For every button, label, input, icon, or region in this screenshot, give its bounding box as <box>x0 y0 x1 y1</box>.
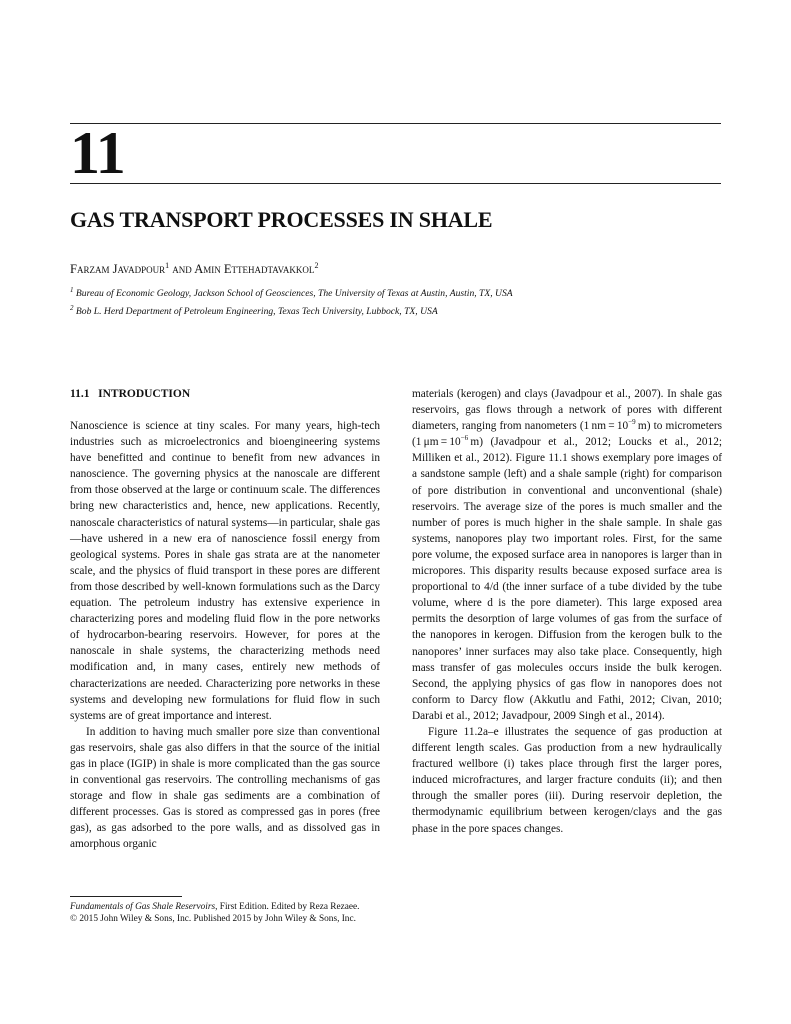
footnote <box>70 901 359 925</box>
paragraph: Nanoscience is science at tiny scales. For many years, high-tech industries such as microelectronics and bioengineering systems have benefitted and continue to benefit from new advances in nanoscience. The governing physics at the nanoscale are different from those observed at the large or continuum scale. The differences bring new characteristics and, hence, new applications. Recently, nanoscale characteristics of natural systems—in particular, shale gas—have ushered in a new era of nanoscience fossil energy from geological systems. Pores in shale gas strata are at the nanometer scale, and the physics of fluid transport in these pores are different from those described by well-known formulations such as the Darcy equation. The petroleum industry has extensive experience in characterizing pores and modeling fluid flow in the pore networks of hydrocarbon-bearing reservoirs. However, for pores at the nanoscale in shale systems, the characterizing methods need modification and, in many cases, entirely new methods of characterizations are needed. Characterizing pore networks in these systems and developing new formulations for fluid flow in such systems are of great importance and interest. <box>70 420 380 722</box>
author-affiliation-marker: 1 <box>165 261 170 270</box>
author-connector: and <box>169 262 195 277</box>
exponent: −6 <box>460 434 469 443</box>
right-column <box>412 386 722 837</box>
affiliation-1 <box>70 284 513 300</box>
left-column <box>70 386 380 853</box>
author-name: Farzam Javadpour <box>70 262 166 277</box>
exponent: −9 <box>628 418 636 427</box>
edition-text: , First Edition. Edited by Reza Rezaee. <box>215 902 360 912</box>
copyright-line: © 2015 John Wiley & Sons, Inc. Published 2015 by John Wiley & Sons, Inc. <box>70 914 356 924</box>
chapter-rule <box>70 183 721 184</box>
chapter-number: 11 <box>70 120 125 186</box>
affiliation-marker: 1 <box>70 286 74 294</box>
affiliation-text: Bureau of Economic Geology, Jackson School of Geosciences, The University of Texas at Austin, Austin, TX, USA <box>75 288 513 300</box>
chapter-title: GAS TRANSPORT PROCESSES IN SHALE <box>70 207 493 232</box>
author-name: Amin Ettehadtavakkol <box>194 262 315 277</box>
affiliation-2 <box>70 302 438 318</box>
top-rule <box>70 123 721 124</box>
paragraph-text: m) (Javadpour et al., 2012; Loucks et al., 2012; Milliken et al., 2012). Figure 11.1 shows exemplary pore images of a sandstone sample (left) and a shale sample (right) for comparison of pore distribution in conventional and unconventional (shale) reservoirs. The average size of the pores is much smaller and the number of pores is much higher in the shale sample. In shale gas systems, nanopores play two important roles. First, for the same pore volume, the exposed surface area in nanopores is larger than in micropores. This disparity results because exposed surface area is proportional to 4/d (the inner surface of a tube divided by the tube volume, where d is the pore diameter). This large exposed area permits the desorption of large volumes of gas from the surface of the nanopores in kerogen. Diffusion from the kerogen bulk to the nanopores’ inner surfaces may also take place. Consequently, high mass transfer of gas molecules occurs inside the bulk kerogen. Second, the applying physics of gas flow in nanopores does not conform to Darcy flow (Akkutlu and Fathi, 2012; Civan, 2010; Darabi et al., 2012; Javadpour, 2009 Singh et al., 2014). <box>412 436 722 722</box>
paragraph-text: m) to micrometers (1 μm = 10 <box>412 420 723 449</box>
author-line <box>70 257 318 278</box>
paragraph: In addition to having much smaller pore size than conventional gas reservoirs, shale gas also differs in that the source of the initial gas in place (IGIP) in shale is more complicated than the gas source in conventional gas reservoirs. The controlling mechanisms of gas storage and flow in shale gas sediments are a combination of different processes. Gas is stored as compressed gas in pores (free gas), as gas adsorbed to the pore walls, and as dissolved gas in amorphous organic <box>70 725 380 851</box>
author-affiliation-marker: 2 <box>314 261 319 270</box>
affiliation-marker: 2 <box>70 304 74 312</box>
book-title: Fundamentals of Gas Shale Reservoirs <box>70 902 216 912</box>
paragraph <box>412 386 722 724</box>
affiliation-text: Bob L. Herd Department of Petroleum Engineering, Texas Tech University, Lubbock, TX, USA <box>75 306 438 318</box>
paragraph-text: materials (kerogen) and clays (Javadpour et al., 2007). In shale gas reservoirs, gas flows through a network of pores with different diameters, ranging from nanometers (1 nm = 10 <box>412 388 722 433</box>
footnote-rule <box>70 896 182 897</box>
footnote-line-1 <box>70 901 359 913</box>
section-heading: 11.1 INTRODUCTION <box>70 388 191 400</box>
paragraph: Figure 11.2a–e illustrates the sequence of gas production at different length scales. Gas production from a new hydraulically fractured wellbore (i) takes place through first the larger pores, induced microfractures, and larger fracture conduits (ii); and then through the smaller pores (iii). During reservoir depletion, the thermodynamic equilibrium between kerogen/clays and the gas phase in the pore spaces changes. <box>412 725 722 835</box>
